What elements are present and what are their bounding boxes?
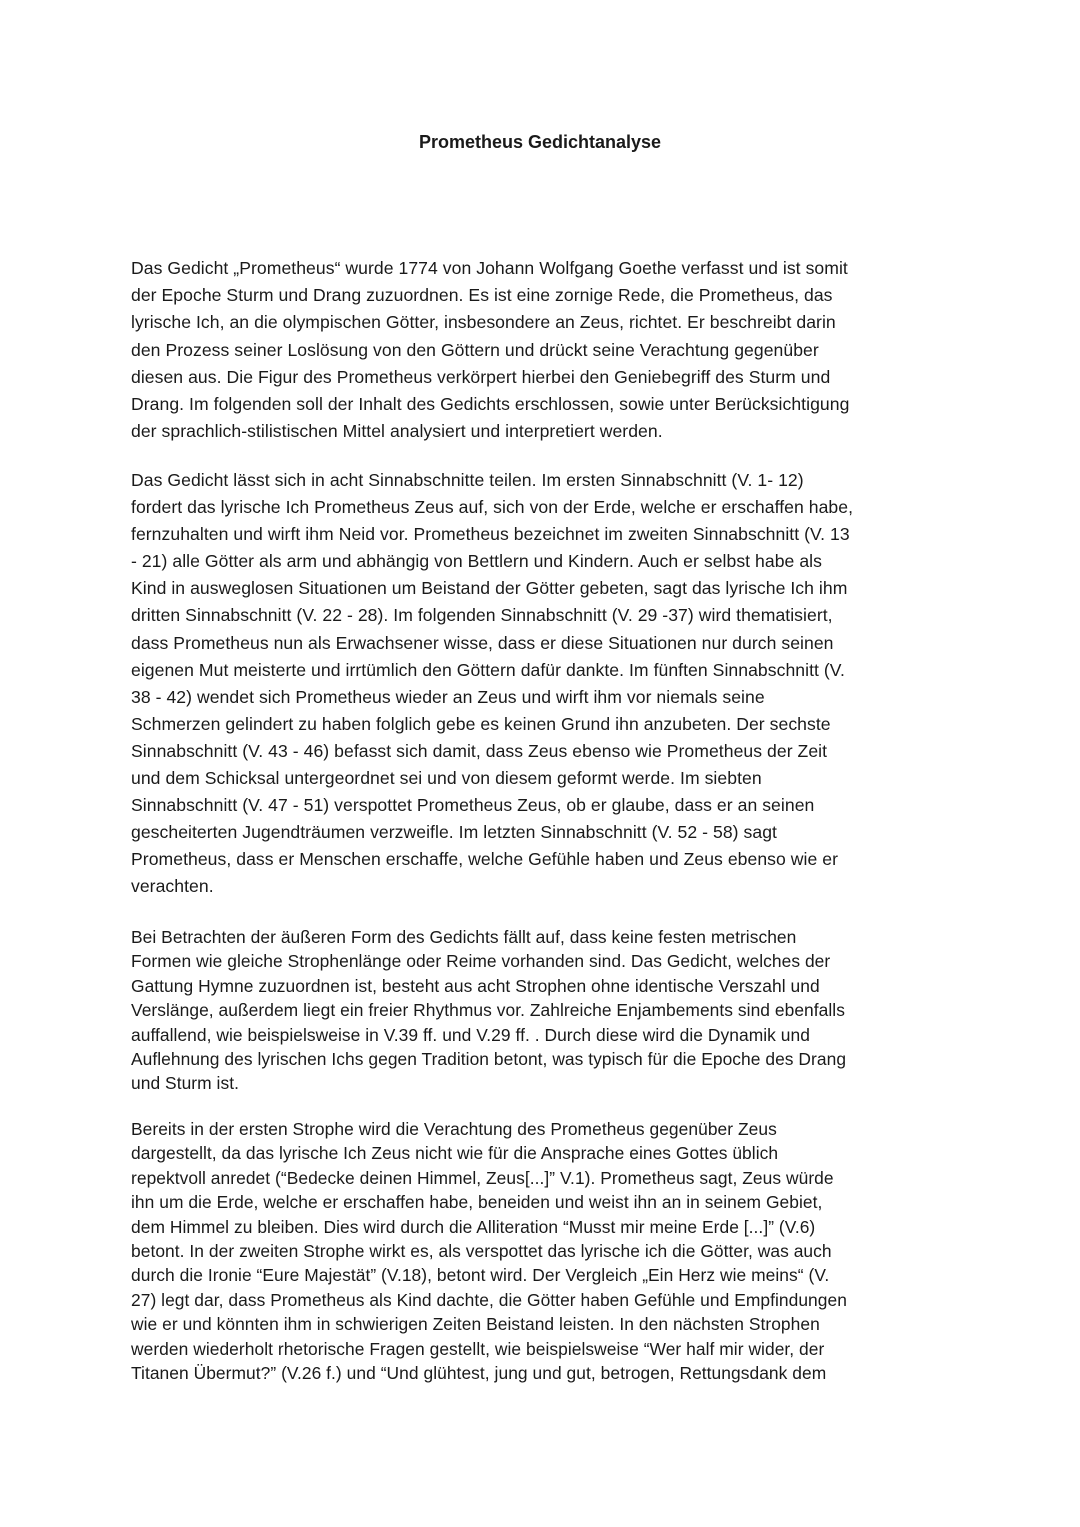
text-line: fernzuhalten und wirft ihm Neid vor. Prometheus bezeichnet im zweiten Sinnabschnitt (V. 13 — [131, 524, 850, 545]
text-line: und Sturm ist. — [131, 1073, 239, 1094]
text-line: repektvoll anredet (“Bedecke deinen Himmel, Zeus[...]” V.1). Prometheus sagt, Zeus würde — [131, 1167, 834, 1188]
text-line: 38 - 42) wendet sich Prometheus wieder an Zeus und wirft ihm vor niemals seine — [131, 686, 765, 707]
text-line: Prometheus, dass er Menschen erschaffe, welche Gefühle haben und Zeus ebenso wie er — [131, 849, 839, 870]
text-line: Kind in ausweglosen Situationen um Beistand der Götter gebeten, sagt das lyrische Ich ihm — [131, 578, 848, 599]
text-line: Sinnabschnitt (V. 43 - 46) befasst sich damit, dass Zeus ebenso wie Prometheus der Zeit — [131, 740, 828, 761]
text-line: Sinnabschnitt (V. 47 - 51) verspottet Prometheus Zeus, ob er glaube, dass er an seinen — [131, 795, 815, 816]
text-line: Titanen Übermut?” (V.26 f.) und “Und glühtest, jung und gut, betrogen, Rettungsdank dem — [131, 1363, 827, 1384]
text-line: dritten Sinnabschnitt (V. 22 - 28). Im folgenden Sinnabschnitt (V. 29 -37) wird thematisiert, — [131, 605, 833, 626]
text-line: 27) legt dar, dass Prometheus als Kind dachte, die Götter haben Gefühle und Empfindungen — [131, 1289, 847, 1310]
text-line: lyrische Ich, an die olympischen Götter, insbesondere an Zeus, richtet. Er beschreibt darin — [131, 312, 836, 333]
paragraph-stylistic-analysis — [131, 1117, 951, 1385]
text-line: - 21) alle Götter als arm und abhängig von Bettlern und Kindern. Auch er selbst habe als — [131, 551, 822, 572]
text-line: durch die Ironie “Eure Majestät” (V.18), betont wird. Der Vergleich „Ein Herz wie meins“ (V. — [131, 1265, 830, 1286]
text-line: Drang. Im folgenden soll der Inhalt des Gedichts erschlossen, sowie unter Berücksichtigung — [131, 394, 850, 415]
text-line: dass Prometheus nun als Erwachsener wisse, dass er diese Situationen nur durch seinen — [131, 632, 834, 653]
text-line: fordert das lyrische Ich Prometheus Zeus auf, sich von der Erde, welche er erschaffen habe, — [131, 497, 854, 518]
text-line: Auflehnung des lyrischen Ichs gegen Tradition betont, was typisch für die Epoche des Drang — [131, 1049, 847, 1070]
text-line: ihn um die Erde, welche er erschaffen habe, beneiden und weist ihn an in seinem Gebiet, — [131, 1192, 823, 1213]
text-line: der sprachlich-stilistischen Mittel analysiert und interpretiert werden. — [131, 421, 663, 442]
text-line: wie er und könnten ihm in schwierigen Zeiten Beistand leisten. In den nächsten Strophen — [131, 1314, 820, 1335]
text-line: diesen aus. Die Figur des Prometheus verkörpert hierbei den Geniebegriff des Sturm und — [131, 366, 831, 387]
text-line: der Epoche Sturm und Drang zuzuordnen. Es ist eine zornige Rede, die Prometheus, das — [131, 285, 833, 306]
text-line: eigenen Mut meisterte und irrtümlich den Göttern dafür dankte. Im fünften Sinnabschnitt (V. — [131, 659, 845, 680]
text-line: Das Gedicht lässt sich in acht Sinnabschnitte teilen. Im ersten Sinnabschnitt (V. 1- 12) — [131, 470, 804, 490]
text-line: gescheiterten Jugendträumen verzweifle. Im letzten Sinnabschnitt (V. 52 - 58) sagt — [131, 822, 777, 843]
text-line: dargestellt, da das lyrische Ich Zeus nicht wie für die Ansprache eines Gottes üblich — [131, 1143, 779, 1164]
text-line: auffallend, wie beispielsweise in V.39 ff. und V.29 ff. . Durch diese wird die Dynamik und — [131, 1024, 810, 1045]
paragraph-formal-analysis — [131, 925, 951, 1096]
text-line: Verslänge, außerdem liegt ein freier Rhythmus vor. Zahlreiche Enjambements sind ebenfalls — [131, 1000, 845, 1021]
text-line: Bereits in der ersten Strophe wird die Verachtung des Prometheus gegenüber Zeus — [131, 1119, 777, 1139]
text-line: werden wiederholt rhetorische Fragen gestellt, wie beispielsweise “Wer half mir wider, der — [131, 1338, 825, 1359]
text-line: den Prozess seiner Loslösung von den Göttern und drückt seine Verachtung gegenüber — [131, 339, 819, 360]
paragraph-introduction — [131, 255, 951, 445]
text-line: und dem Schicksal untergeordnet sei und von diesem geformt werde. Im siebten — [131, 768, 762, 789]
text-line: Schmerzen gelindert zu haben folglich gebe es keinen Grund ihn anzubeten. Der sechste — [131, 713, 831, 734]
document-title: Prometheus Gedichtanalyse — [418, 132, 662, 152]
text-line: verachten. — [131, 876, 214, 897]
text-line: dem Himmel zu bleiben. Dies wird durch die Alliteration “Musst mir meine Erde [...]” (V.6) — [131, 1216, 816, 1237]
text-line: Das Gedicht „Prometheus“ wurde 1774 von Johann Wolfgang Goethe verfasst und ist somit — [131, 258, 848, 278]
paragraph-content-summary — [131, 467, 951, 901]
text-line: Bei Betrachten der äußeren Form des Gedichts fällt auf, dass keine festen metrischen — [131, 927, 797, 947]
text-line: Gattung Hymne zuzuordnen ist, besteht aus acht Strophen ohne identische Verszahl und — [131, 975, 820, 996]
text-line: betont. In der zweiten Strophe wirkt es, als verspottet das lyrische ich die Götter, was auch — [131, 1241, 832, 1262]
text-line: Formen wie gleiche Strophenlänge oder Reime vorhanden sind. Das Gedicht, welches der — [131, 951, 831, 972]
